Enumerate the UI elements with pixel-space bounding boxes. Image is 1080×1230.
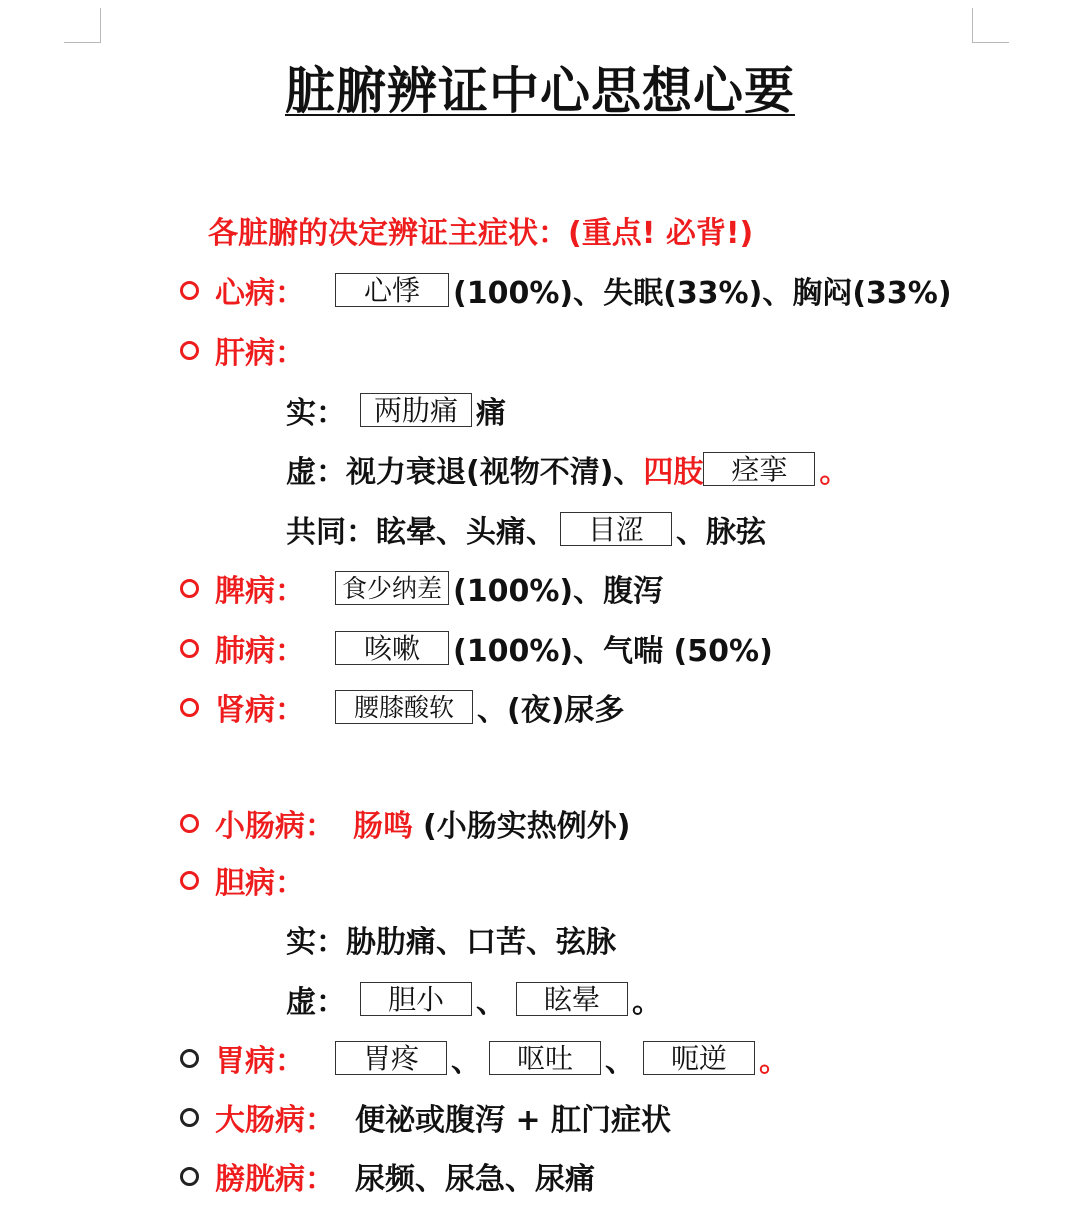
answer-box: 呃逆 xyxy=(643,1041,755,1075)
item-text: 视力衰退(视物不清)、 xyxy=(346,455,644,490)
item-text-red: 。 xyxy=(819,455,850,490)
item-text: (100%)、失眠(33%)、胸闷(33%) xyxy=(453,276,952,311)
item-label: 大肠病： xyxy=(215,1103,335,1138)
item-spleen xyxy=(180,566,663,610)
answer-box: 胆小 xyxy=(360,982,472,1016)
bullet-icon xyxy=(180,1049,199,1068)
item-label: 肺病： xyxy=(215,634,305,669)
sub-label: 虚： xyxy=(286,455,346,490)
item-heart xyxy=(180,268,952,312)
page-corner-mark-left xyxy=(64,8,101,43)
item-text-red: 四肢 xyxy=(643,455,704,490)
page-title: 脏腑辨证中心思想心要 xyxy=(285,62,795,120)
sub-label: 共同： xyxy=(286,515,376,550)
answer-box: 痉挛 xyxy=(703,452,815,486)
item-text: 便祕或腹泻 + 肛门症状 xyxy=(355,1103,672,1138)
item-label: 膀胱病： xyxy=(215,1162,335,1197)
item-text: 、 xyxy=(476,985,506,1020)
item-text: 痛 xyxy=(476,396,506,431)
answer-box: 咳嗽 xyxy=(335,631,449,665)
item-text: 、 xyxy=(605,1044,635,1079)
section-heading: 各脏腑的决定辨证主症状：(重点! 必背!) xyxy=(208,216,754,251)
item-label: 心病： xyxy=(215,276,305,311)
item-gallbladder xyxy=(180,858,305,902)
answer-box: 两肋痛 xyxy=(360,393,472,427)
bullet-icon xyxy=(180,341,199,360)
item-text: 。 xyxy=(632,985,662,1020)
item-text: 胁肋痛、口苦、弦脉 xyxy=(346,925,616,960)
item-small-intestine xyxy=(180,801,630,845)
item-liver xyxy=(180,328,305,372)
gallbladder-deficiency-line xyxy=(286,977,662,1021)
item-text: 、 xyxy=(451,1044,481,1079)
liver-common-line xyxy=(286,507,766,551)
item-text: 眩晕、头痛、 xyxy=(376,515,556,550)
item-text: 、(夜)尿多 xyxy=(477,693,625,728)
bullet-icon xyxy=(180,871,199,890)
item-label: 肾病： xyxy=(215,693,305,728)
bullet-icon xyxy=(180,639,199,658)
item-bladder xyxy=(180,1154,595,1198)
sub-label: 虚： xyxy=(286,985,346,1020)
answer-box: 腰膝酸软 xyxy=(335,690,473,724)
item-label: 脾病： xyxy=(215,574,305,609)
liver-excess-line xyxy=(286,388,506,432)
bullet-icon xyxy=(180,1108,199,1127)
item-text: (100%)、腹泻 xyxy=(453,574,664,609)
page-corner-mark-right xyxy=(972,8,1009,43)
item-text: 尿频、尿急、尿痛 xyxy=(355,1162,595,1197)
item-kidney xyxy=(180,685,624,729)
bullet-icon xyxy=(180,698,199,717)
item-text-red: 。 xyxy=(759,1044,789,1079)
item-text: 、脉弦 xyxy=(676,515,766,550)
sub-label: 实： xyxy=(286,925,346,960)
item-text: (小肠实热例外) xyxy=(423,809,631,844)
answer-box: 食少纳差 xyxy=(335,571,449,605)
item-label: 胆病： xyxy=(215,866,305,901)
item-text-red: 肠鸣 xyxy=(353,809,413,844)
answer-box: 呕吐 xyxy=(489,1041,601,1075)
bullet-icon xyxy=(180,814,199,833)
bullet-icon xyxy=(180,281,199,300)
bullet-icon xyxy=(180,1167,199,1186)
answer-box: 胃疼 xyxy=(335,1041,447,1075)
answer-box: 目涩 xyxy=(560,512,672,546)
sub-label: 实： xyxy=(286,396,346,431)
item-text: (100%)、气喘 (50%) xyxy=(453,634,773,669)
item-large-intestine xyxy=(180,1095,671,1139)
answer-box: 眩晕 xyxy=(516,982,628,1016)
item-stomach xyxy=(180,1036,789,1080)
item-label: 胃病： xyxy=(215,1044,305,1079)
item-label: 肝病： xyxy=(215,336,305,371)
liver-deficiency-line xyxy=(286,447,849,491)
bullet-icon xyxy=(180,579,199,598)
answer-box: 心悸 xyxy=(335,273,449,307)
item-label: 小肠病： xyxy=(215,809,335,844)
gallbladder-excess-line xyxy=(286,917,616,961)
item-lung xyxy=(180,626,773,670)
